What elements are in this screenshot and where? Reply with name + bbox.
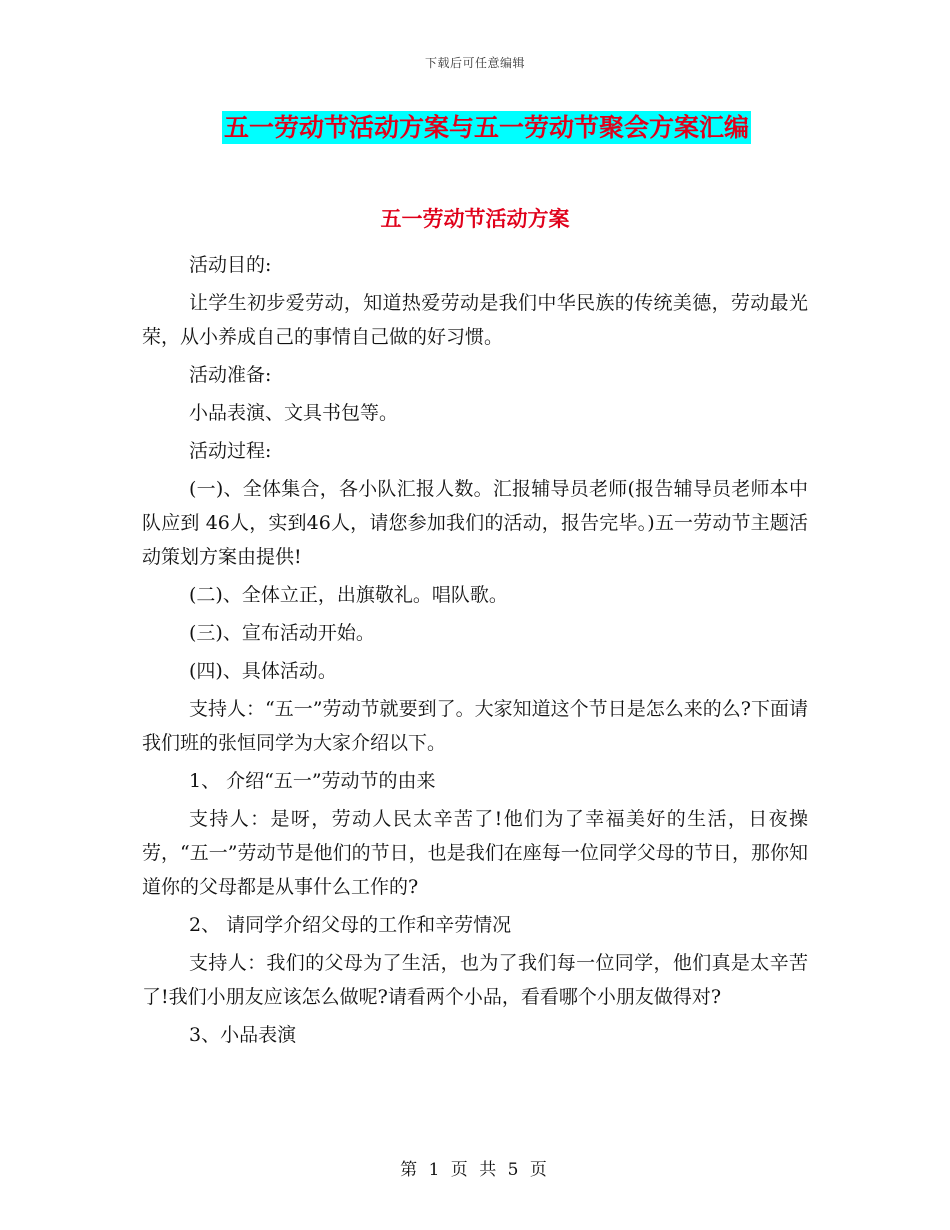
header-note: 下载后可任意编辑 xyxy=(424,56,525,70)
paragraph-item-1: 1、 介绍“五一”劳动节的由来 xyxy=(189,770,436,792)
paragraph-host-2: 支持人：是呀，劳动人民太辛苦了!他们为了幸福美好的生活，日夜操劳，“五一”劳动节是他们的节日，也是我们在座每一位同学父母的节日，那你知道你的父母都是从事什么工作的? xyxy=(142,808,808,898)
paragraph-step-1: (一)、全体集合，各小队汇报人数。汇报辅导员老师(报告辅导员老师本中队应到 46人，实到46人，请您参加我们的活动，报告完毕。)五一劳动节主题活动策划方案由提供! xyxy=(142,478,808,568)
main-title: 五一劳动节活动方案与五一劳动节聚会方案汇编 xyxy=(224,113,750,142)
paragraph-purpose-heading: 活动目的: xyxy=(189,254,272,276)
paragraph-step-4: (四)、具体活动。 xyxy=(189,660,337,682)
paragraph-preparation-heading: 活动准备: xyxy=(189,364,272,386)
page-number: 第 1 页 共 5 页 xyxy=(400,1160,550,1180)
paragraph-host-1: 支持人：“五一”劳动节就要到了。大家知道这个节日是怎么来的么?下面请我们班的张恒同学为大家介绍以下。 xyxy=(142,698,808,754)
paragraph-host-3: 支持人：我们的父母为了生活，也为了我们每一位同学，他们真是太辛苦了!我们小朋友应该怎么做呢?请看两个小品，看看哪个小朋友做得对? xyxy=(142,952,808,1008)
paragraph-item-3: 3、小品表演 xyxy=(189,1024,297,1046)
paragraph-process-heading: 活动过程: xyxy=(189,440,272,462)
section-title: 五一劳动节活动方案 xyxy=(380,207,570,231)
paragraph-step-2: (二)、全体立正，出旗敬礼。唱队歌。 xyxy=(189,584,508,606)
paragraph-purpose: 让学生初步爱劳动，知道热爱劳动是我们中华民族的传统美德，劳动最光荣，从小养成自己的事情自己做的好习惯。 xyxy=(142,292,808,348)
paragraph-step-3: (三)、宣布活动开始。 xyxy=(189,622,375,644)
paragraph-item-2: 2、 请同学介绍父母的工作和辛劳情况 xyxy=(189,914,512,936)
paragraph-preparation: 小品表演、文具书包等。 xyxy=(189,402,399,424)
body-text xyxy=(142,248,808,1056)
